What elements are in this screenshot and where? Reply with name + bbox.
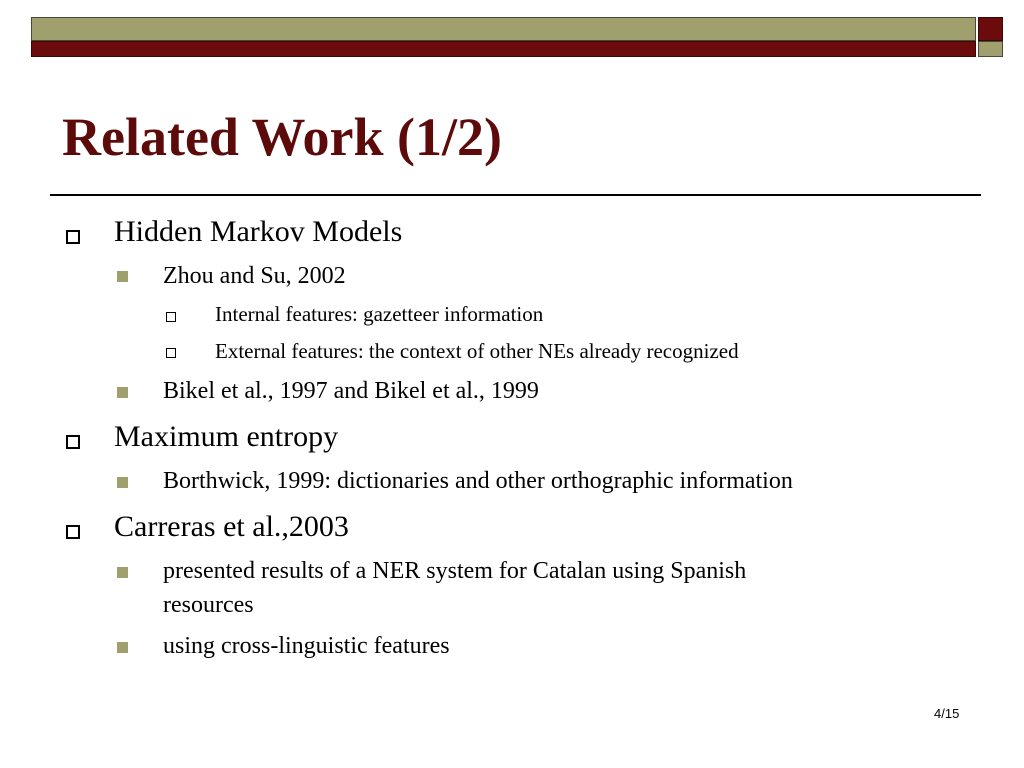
bullet-zhou-su: Zhou and Su, 2002 bbox=[163, 263, 346, 289]
filled-square-bullet-icon bbox=[117, 387, 128, 398]
filled-square-bullet-icon bbox=[117, 271, 128, 282]
hollow-square-bullet-icon bbox=[66, 230, 80, 244]
bullet-external-features: External features: the context of other NEs already recognized bbox=[215, 339, 739, 363]
bullet-presented-results-line2: resources bbox=[163, 592, 254, 618]
bullet-carreras: Carreras et al.,2003 bbox=[114, 510, 349, 543]
bullet-presented-results-line1: presented results of a NER system for Catalan using Spanish bbox=[163, 558, 747, 584]
hollow-square-bullet-icon bbox=[166, 312, 176, 322]
bullet-borthwick: Borthwick, 1999: dictionaries and other orthographic information bbox=[163, 468, 793, 494]
hollow-square-bullet-icon bbox=[66, 435, 80, 449]
bullet-maximum-entropy: Maximum entropy bbox=[114, 420, 339, 453]
hollow-square-bullet-icon bbox=[66, 525, 80, 539]
slide-title: Related Work (1/2) bbox=[62, 107, 502, 167]
filled-square-bullet-icon bbox=[117, 477, 128, 488]
filled-square-bullet-icon bbox=[117, 567, 128, 578]
hollow-square-bullet-icon bbox=[166, 348, 176, 358]
bullet-cross-linguistic: using cross-linguistic features bbox=[163, 633, 450, 659]
page-number: 4/15 bbox=[934, 706, 960, 721]
bullet-bikel: Bikel et al., 1997 and Bikel et al., 1999 bbox=[163, 378, 539, 404]
filled-square-bullet-icon bbox=[117, 642, 128, 653]
bullet-internal-features: Internal features: gazetteer information bbox=[215, 302, 544, 326]
bullet-hmm: Hidden Markov Models bbox=[114, 215, 403, 248]
